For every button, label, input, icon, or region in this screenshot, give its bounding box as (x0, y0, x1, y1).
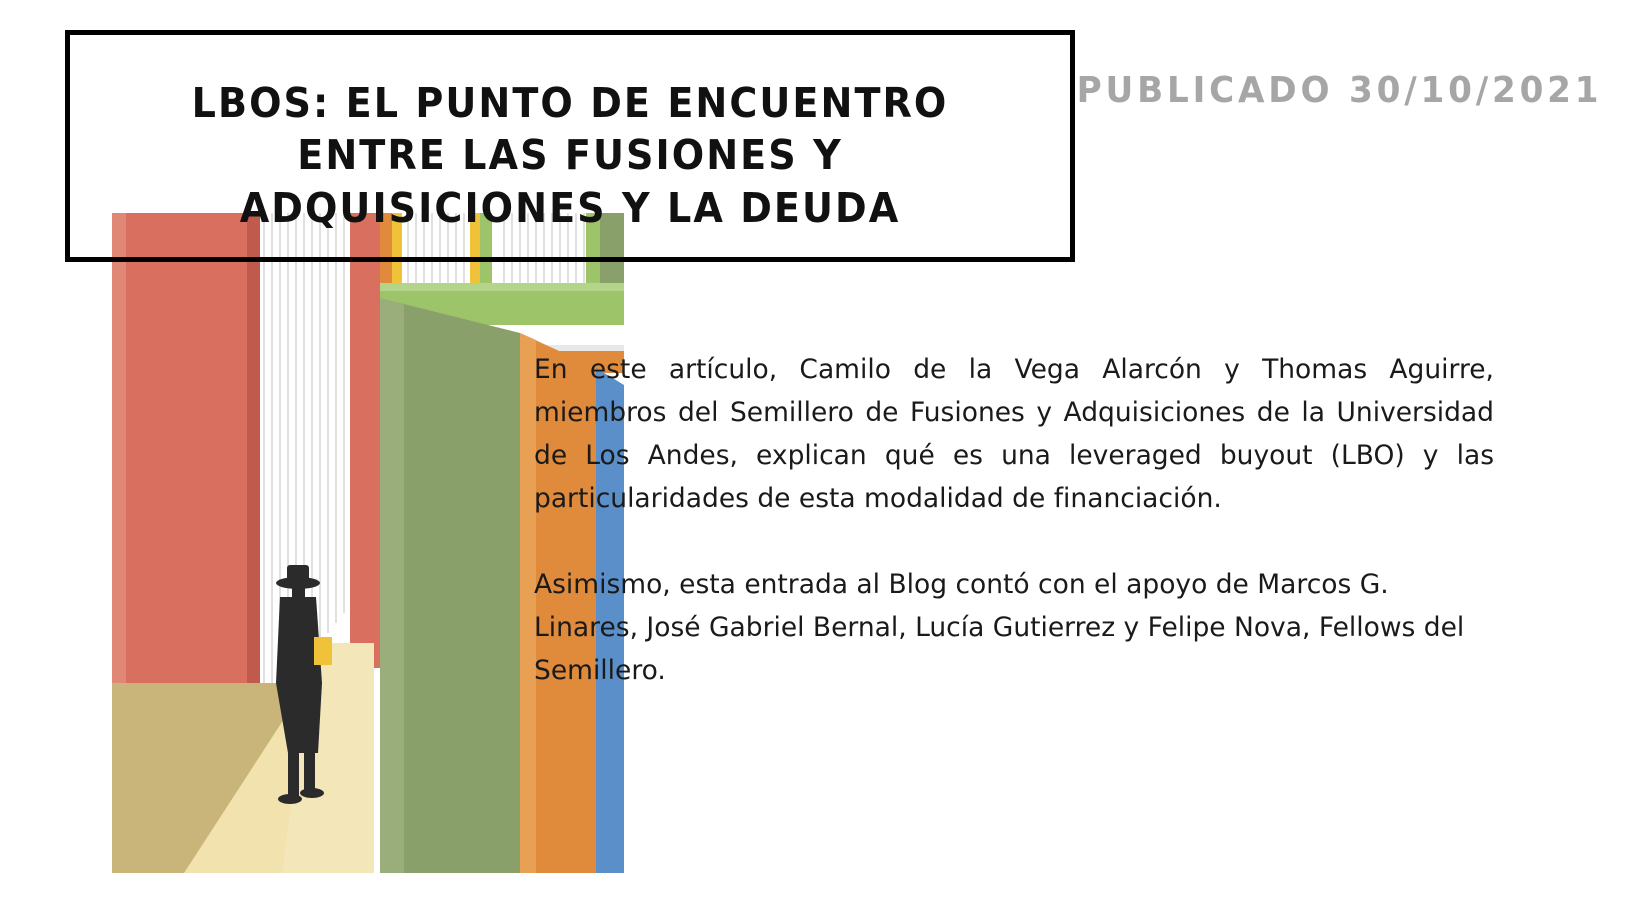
published-date: PUBLICADO 30/10/2021 (1076, 70, 1602, 111)
title-box (65, 30, 1075, 262)
article-paragraph-2: Asimismo, esta entrada al Blog contó con el apoyo de Marcos G. Linares, José Gabriel Bernal, Lucía Gutierrez y Felipe Nova, Fellows del Semillero. (534, 569, 1465, 686)
page-title: LBOS: EL PUNTO DE ENCUENTRO ENTRE LAS FUSIONES Y ADQUISICIONES Y LA DEUDA (191, 79, 949, 232)
article-paragraph-1: En este artículo, Camilo de la Vega Alarcón y Thomas Aguirre, miembros del Semillero de Fusiones y Adquisiciones de la Universidad de Los Andes, explican qué es una leveraged buyout (LBO) y las particularidades de esta modalidad de financiación. (534, 354, 1494, 514)
article-body (534, 348, 1494, 692)
